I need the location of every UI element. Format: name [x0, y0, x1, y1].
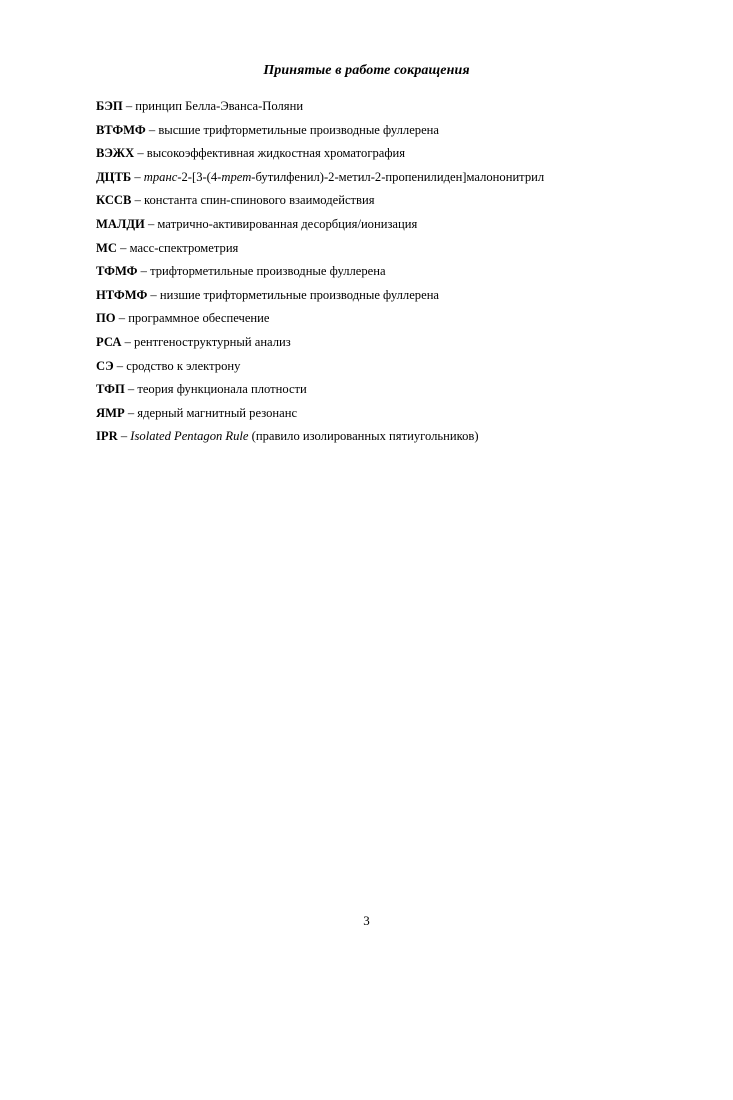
abbreviation-term: ТФМФ [96, 264, 138, 279]
abbreviation-definition: рентгеноструктурный анализ [134, 334, 291, 349]
abbreviation-item-bep [96, 95, 706, 119]
abbreviation-term: МС [96, 240, 117, 255]
abbreviation-separator: – [131, 193, 145, 208]
abbreviation-item-kssv [96, 189, 706, 213]
abbreviation-separator: – [147, 287, 160, 302]
abbreviation-separator: – [113, 358, 127, 373]
abbreviation-definition: -2-[3-(4- [177, 169, 222, 184]
abbreviation-item-se [96, 355, 706, 379]
abbreviation-term: ВЭЖХ [96, 146, 135, 161]
abbreviation-item-ipr [96, 425, 706, 449]
abbreviation-item-maldi [96, 213, 706, 237]
abbreviation-separator: – [137, 264, 151, 279]
abbreviation-definition: высшие трифторметильные производные фуллерена [158, 122, 440, 137]
abbreviation-definition: низшие трифторметильные производные фуллерена [159, 287, 440, 302]
abbreviation-definition: теория функционала плотности [137, 382, 307, 397]
abbreviation-definition: высокоэффективная жидкостная хроматография [146, 146, 406, 161]
abbreviation-separator: – [134, 146, 147, 161]
abbreviation-item-po [96, 307, 706, 331]
abbreviation-definition: сродство к электрону [126, 358, 241, 373]
abbreviation-definition: константа спин-спинового взаимодействия [144, 193, 375, 208]
abbreviation-term: МАЛДИ [96, 216, 145, 231]
abbreviation-list [96, 95, 706, 449]
abbreviation-term: СЭ [96, 358, 114, 373]
abbreviation-item-ms [96, 237, 706, 261]
abbreviation-definition-italic: трет [221, 169, 252, 184]
abbreviation-definition: масс-спектрометрия [129, 240, 239, 255]
page-title: Принятые в работе сокращения [263, 63, 470, 78]
abbreviation-separator: – [124, 382, 138, 397]
abbreviation-item-ntfmf [96, 284, 706, 308]
abbreviation-item-tfp [96, 378, 706, 402]
abbreviation-definition-italic: Isolated Pentagon Rule [130, 429, 249, 444]
abbreviation-item-dctb [96, 166, 706, 190]
abbreviation-term: ВТФМФ [96, 122, 146, 137]
abbreviation-separator: – [122, 99, 136, 113]
abbreviation-definition: (правило изолированных пятиугольников) [248, 429, 479, 444]
abbreviation-definition: -бутилфенил)-2-метил-2-пропенилиден]малононитрил [251, 169, 545, 184]
abbreviation-term: РСА [96, 334, 122, 349]
abbreviation-definition: принцип Белла-Эванса-Поляни [135, 99, 304, 113]
abbreviation-separator: – [115, 311, 129, 326]
abbreviation-definition: трифторметильные производные фуллерена [150, 264, 386, 279]
abbreviation-item-rsa [96, 331, 706, 355]
abbreviation-item-vtfmf [96, 119, 706, 143]
abbreviation-item-vezhkh [96, 142, 706, 166]
abbreviation-term: ПО [96, 311, 116, 326]
abbreviation-separator: – [121, 334, 135, 349]
abbreviation-separator: – [131, 169, 144, 184]
abbreviation-definition: матрично-активированная десорбция/ионизация [157, 216, 418, 231]
abbreviation-term: IPR [96, 429, 118, 444]
abbreviation-item-tfmf [96, 260, 706, 284]
abbreviation-term: ТФП [96, 382, 125, 397]
page-number: 3 [363, 913, 370, 928]
abbreviation-separator: – [116, 240, 130, 255]
abbreviation-item-yamr [96, 402, 706, 426]
abbreviation-definition: программное обеспечение [128, 311, 270, 326]
abbreviation-separator: – [145, 122, 159, 137]
abbreviation-term: КССВ [96, 193, 132, 208]
abbreviation-definition: ядерный магнитный резонанс [137, 405, 298, 420]
abbreviation-term: ЯМР [96, 405, 125, 420]
abbreviation-term: НТФМФ [96, 287, 148, 302]
abbreviation-term: БЭП [96, 99, 123, 113]
abbreviation-term: ДЦТБ [96, 169, 132, 184]
abbreviation-separator: – [144, 216, 158, 231]
abbreviation-definition-italic: транс [143, 169, 178, 184]
abbreviation-separator: – [117, 429, 131, 444]
abbreviation-separator: – [124, 405, 138, 420]
